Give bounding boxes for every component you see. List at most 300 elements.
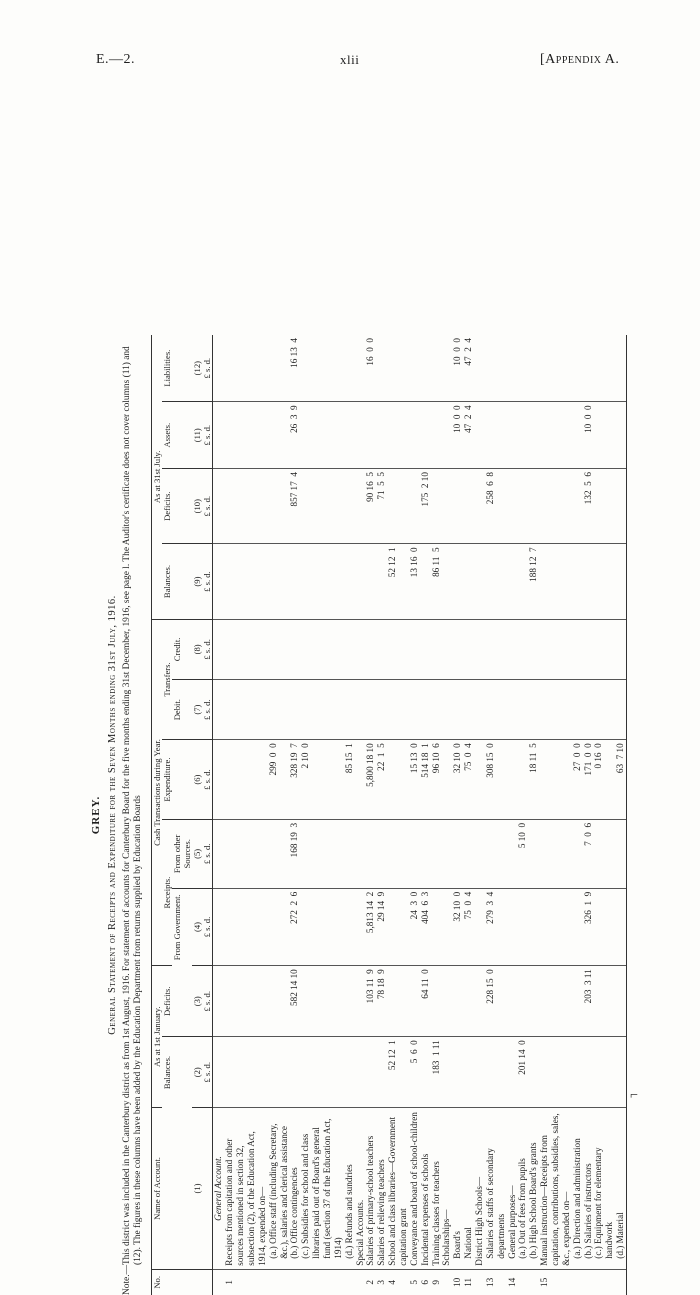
amount-cell [289, 1037, 300, 1108]
row-number: 4 [387, 1280, 398, 1285]
account-name: (c.) Subsidies for school and class libraries paid out of Board's general fund (section 37 of the Education Act, 1914) [300, 1108, 343, 1269]
amount-cell [528, 966, 539, 1037]
account-name: Conveyance and board of school-children [409, 1108, 420, 1269]
lsd-unit: £ s. d. [202, 819, 213, 888]
amount-cell: 27 0 0 [572, 740, 583, 820]
amount-cell [344, 819, 355, 888]
amount-cell [224, 819, 267, 888]
amount-cell [539, 469, 572, 544]
amount-cell [528, 402, 539, 469]
amount-cell [441, 740, 452, 820]
row-number [344, 1269, 355, 1295]
table-row [593, 335, 615, 1295]
account-name: Salaries of staffs of secondary departments [485, 1108, 507, 1269]
amount-cell [365, 619, 376, 679]
col-num: (9) [192, 544, 202, 619]
amount-cell [431, 402, 442, 469]
table-row [224, 335, 267, 1295]
amount-cell [420, 1037, 431, 1108]
table-row [431, 335, 442, 1295]
account-name: (a.) Office staff (including Secretary, &c.), salaries and clerical assistance [268, 1108, 290, 1269]
amount-cell: 201 14 0 [517, 1037, 528, 1108]
row-number [572, 1269, 583, 1295]
table-row [376, 335, 387, 1295]
amount-cell: 32 10 0 [452, 888, 463, 965]
col-from-other: From other Sources. [172, 819, 192, 888]
amount-cell [387, 335, 409, 402]
amount-cell [224, 680, 267, 740]
amount-cell [572, 680, 583, 740]
amount-cell [420, 544, 431, 619]
amount-cell: 10 0 0 [452, 335, 463, 402]
account-name: (d.) Material [615, 1108, 626, 1269]
amount-cell [355, 544, 366, 619]
amount-cell: 75 0 4 [463, 740, 474, 820]
amount-cell [615, 680, 626, 740]
amount-cell [485, 335, 507, 402]
amount-cell [365, 544, 376, 619]
col-num: (5) [192, 819, 202, 888]
amount-cell [387, 619, 409, 679]
amount-cell [463, 819, 474, 888]
account-name: (b.) Salaries of instructors [583, 1108, 594, 1269]
amount-cell [615, 966, 626, 1037]
amount-cell [441, 680, 452, 740]
account-name: School and class libraries—Government capitation grant [387, 1108, 409, 1269]
row-number: 14 [506, 1277, 517, 1287]
amount-cell: 78 18 9 [376, 966, 387, 1037]
amount-cell [224, 966, 267, 1037]
row-number [355, 1269, 366, 1295]
amount-cell [387, 680, 409, 740]
table-row [409, 335, 420, 1295]
amount-cell [268, 680, 290, 740]
district-heading: GREY. [90, 795, 102, 835]
amount-cell: 103 11 9 [365, 966, 376, 1037]
amount-cell [300, 402, 343, 469]
lsd-unit: £ s. d. [202, 1037, 213, 1108]
amount-cell [387, 402, 409, 469]
amount-cell [355, 740, 366, 820]
account-name: Training classes for teachers [431, 1108, 442, 1269]
amount-cell [355, 335, 366, 402]
col-credit: Credit. [172, 619, 192, 679]
amount-cell [441, 619, 452, 679]
amount-cell [300, 888, 343, 965]
amount-cell [539, 966, 572, 1037]
lsd-unit: £ s. d. [202, 966, 213, 1037]
amount-cell: 5,800 18 10 [365, 740, 376, 820]
amount-cell: 5,813 14 2 [365, 888, 376, 965]
amount-cell [344, 966, 355, 1037]
col-as-at-jul: As at 31st July. [151, 335, 162, 619]
amount-cell [224, 335, 267, 402]
amount-cell [572, 888, 583, 965]
amount-cell [376, 402, 387, 469]
amount-cell [268, 335, 290, 402]
appendix-label: [Appendix A. [540, 52, 620, 67]
col-num: (7) [192, 680, 202, 740]
amount-cell [517, 966, 528, 1037]
amount-cell [507, 966, 518, 1037]
amount-cell [224, 619, 267, 679]
amount-cell [431, 680, 442, 740]
row-number: 2 [365, 1280, 376, 1285]
row-number [528, 1269, 539, 1295]
amount-cell: 2 10 0 [300, 740, 343, 820]
account-name: Salaries of primary-school teachers [365, 1108, 376, 1269]
col-num: (2) [192, 1037, 202, 1108]
amount-cell [572, 469, 583, 544]
table-row [387, 335, 409, 1295]
amount-cell [572, 402, 583, 469]
amount-cell [355, 819, 366, 888]
amount-cell [224, 1037, 267, 1108]
amount-cell [355, 402, 366, 469]
col-no: No. [151, 1269, 192, 1295]
amount-cell [300, 819, 343, 888]
amount-cell [409, 819, 420, 888]
amount-cell: 308 15 0 [485, 740, 507, 820]
amount-cell [593, 335, 615, 402]
amount-cell [474, 402, 485, 469]
amount-cell [593, 544, 615, 619]
account-name: Salaries of relieving teachers [376, 1108, 387, 1269]
amount-cell [268, 619, 290, 679]
row-number [615, 1269, 626, 1295]
amount-cell: 13 16 0 [409, 544, 420, 619]
amount-cell [213, 888, 224, 965]
page-code: E.—2. [96, 52, 136, 67]
amount-cell [528, 619, 539, 679]
amount-cell: 404 6 3 [420, 888, 431, 965]
amount-cell: 18 11 5 [528, 740, 539, 820]
amount-cell [507, 619, 518, 679]
table-row [517, 335, 528, 1295]
amount-cell [507, 888, 518, 965]
table-row [344, 335, 355, 1295]
amount-cell: 188 12 7 [528, 544, 539, 619]
amount-cell: 10 0 0 [583, 402, 594, 469]
amount-cell [431, 819, 442, 888]
row-number [517, 1269, 528, 1295]
amount-cell [355, 469, 366, 544]
lsd-unit: £ s. d. [202, 740, 213, 820]
col-balances-jul: Balances. [162, 544, 192, 619]
amount-cell [474, 619, 485, 679]
amount-cell [289, 680, 300, 740]
amount-cell [528, 469, 539, 544]
table-row [539, 335, 572, 1295]
row-number [213, 1269, 224, 1295]
table-row [452, 335, 463, 1295]
amount-cell [376, 544, 387, 619]
table-row [268, 335, 290, 1295]
amount-cell [593, 619, 615, 679]
amount-cell [615, 1037, 626, 1108]
row-number: 9 [430, 1280, 441, 1285]
amount-cell [463, 544, 474, 619]
amount-cell [474, 680, 485, 740]
col-num: (11) [192, 402, 202, 469]
amount-cell [355, 1037, 366, 1108]
amount-cell [213, 1037, 224, 1108]
amount-cell [485, 819, 507, 888]
amount-cell [224, 888, 267, 965]
row-number [441, 1269, 452, 1295]
amount-cell: 15 13 0 [409, 740, 420, 820]
amount-cell [441, 819, 452, 888]
scan-mark: ⌐ [630, 1088, 638, 1103]
amount-cell: 175 2 10 [420, 469, 431, 544]
amount-cell [300, 544, 343, 619]
amount-cell: 7 0 6 [583, 819, 594, 888]
account-name: General purposes— [507, 1108, 518, 1269]
amount-cell [213, 740, 224, 820]
table-row [441, 335, 452, 1295]
amount-cell [441, 888, 452, 965]
amount-cell: 24 3 0 [409, 888, 420, 965]
account-name: (c.) Equipment for elementary handwork [593, 1108, 615, 1269]
amount-cell [474, 335, 485, 402]
col-liabilities: Liabilities. [162, 335, 192, 402]
amount-cell [517, 544, 528, 619]
amount-cell [539, 740, 572, 820]
amount-cell [615, 469, 626, 544]
statement-note: Note.—This district was included in the Canterbury district as from 1st August, 1916. For statement of accounts for Canterbury Board for the five months ending 31st December, 1916, see page l. The Auditor's certificate does not cover columns (11) and (12). The figures in these columns have been added by the Education Department from returns supplied by Education Boards [122, 346, 144, 1295]
rotated-table-sheet [90, 335, 626, 1295]
amount-cell [474, 819, 485, 888]
amount-cell [463, 469, 474, 544]
amount-cell [376, 619, 387, 679]
amount-cell [420, 680, 431, 740]
amount-cell [213, 469, 224, 544]
table-row [213, 335, 224, 1295]
amount-cell [213, 402, 224, 469]
account-name: (a.) Out of fees from pupils [517, 1108, 528, 1269]
amount-cell: 52 12 1 [387, 1037, 409, 1108]
amount-cell: 582 14 10 [289, 966, 300, 1037]
amount-cell [387, 819, 409, 888]
amount-cell [441, 402, 452, 469]
amount-cell [517, 469, 528, 544]
lsd-unit: £ s. d. [202, 469, 213, 544]
amount-cell [224, 402, 267, 469]
amount-cell: 299 0 0 [268, 740, 290, 820]
amount-cell [507, 1037, 518, 1108]
lsd-unit: £ s. d. [202, 619, 213, 679]
amount-cell [593, 469, 615, 544]
accounts-table [151, 335, 628, 1295]
amount-cell [517, 740, 528, 820]
amount-cell [213, 680, 224, 740]
col-num: (8) [192, 619, 202, 679]
table-row [289, 335, 300, 1295]
amount-cell [463, 966, 474, 1037]
col-num: (1) [192, 1108, 202, 1269]
amount-cell [289, 544, 300, 619]
amount-cell [344, 888, 355, 965]
amount-cell [420, 335, 431, 402]
amount-cell: 10 0 0 [452, 402, 463, 469]
amount-cell [572, 819, 583, 888]
col-from-gov: From Government. [171, 894, 182, 961]
col-num: (6) [192, 740, 202, 820]
amount-cell [441, 469, 452, 544]
amount-cell [365, 680, 376, 740]
amount-cell [355, 680, 366, 740]
table-row [528, 335, 539, 1295]
amount-cell [452, 619, 463, 679]
amount-cell [441, 335, 452, 402]
amount-cell [615, 335, 626, 402]
amount-cell [474, 1037, 485, 1108]
amount-cell: 183 1 11 [431, 1037, 442, 1108]
account-name: Manual instruction—Receipts from capitation, contributions, subsidies, sales, &c., expended on— [539, 1108, 572, 1269]
amount-cell: 85 15 1 [344, 740, 355, 820]
amount-cell [452, 469, 463, 544]
amount-cell [463, 619, 474, 679]
amount-cell [583, 680, 594, 740]
amount-cell [593, 966, 615, 1037]
amount-cell [485, 544, 507, 619]
amount-cell [300, 335, 343, 402]
amount-cell [615, 402, 626, 469]
amount-cell [387, 740, 409, 820]
amount-cell [507, 402, 518, 469]
lsd-unit: £ s. d. [202, 680, 213, 740]
amount-cell [474, 888, 485, 965]
col-num: (12) [192, 335, 202, 402]
amount-cell: 96 10 6 [431, 740, 442, 820]
amount-cell [355, 966, 366, 1037]
amount-cell [485, 1037, 507, 1108]
amount-cell [224, 544, 267, 619]
amount-cell [213, 619, 224, 679]
amount-cell [224, 740, 267, 820]
amount-cell: 64 11 0 [420, 966, 431, 1037]
statement-title: General Statement of Receipts and Expenditure for the Seven Months ending 31st July, 1916. [106, 595, 118, 1035]
row-number [268, 1269, 290, 1295]
col-num: (10) [192, 469, 202, 544]
amount-cell: 328 19 7 [289, 740, 300, 820]
amount-cell [593, 819, 615, 888]
amount-cell [507, 335, 518, 402]
amount-cell [539, 544, 572, 619]
amount-cell: 203 3 11 [583, 966, 594, 1037]
amount-cell [344, 469, 355, 544]
amount-cell [268, 469, 290, 544]
amount-cell [452, 680, 463, 740]
account-name: Scholarships— [441, 1108, 452, 1269]
amount-cell [409, 335, 420, 402]
amount-cell [344, 619, 355, 679]
amount-cell [365, 402, 376, 469]
amount-cell [572, 335, 583, 402]
amount-cell [615, 888, 626, 965]
amount-cell [539, 402, 572, 469]
amount-cell: 514 18 1 [420, 740, 431, 820]
amount-cell [517, 619, 528, 679]
col-expenditure: Expenditure. [162, 740, 192, 820]
col-num: (3) [192, 966, 202, 1037]
amount-cell [528, 819, 539, 888]
amount-cell: 5 10 0 [517, 819, 528, 888]
amount-cell: 168 19 3 [289, 819, 300, 888]
amount-cell [300, 680, 343, 740]
amount-cell [474, 740, 485, 820]
amount-cell [420, 402, 431, 469]
col-deficits-jul: Deficits. [162, 469, 192, 544]
amount-cell: 22 1 5 [376, 740, 387, 820]
amount-cell [593, 402, 615, 469]
amount-cell [452, 966, 463, 1037]
amount-cell [572, 1037, 583, 1108]
amount-cell [344, 1037, 355, 1108]
amount-cell [431, 888, 442, 965]
amount-cell [517, 335, 528, 402]
table-row [474, 335, 485, 1295]
amount-cell: 857 17 4 [289, 469, 300, 544]
table-row [300, 335, 343, 1295]
row-number [474, 1269, 485, 1295]
amount-cell: 279 3 4 [485, 888, 507, 965]
amount-cell: 228 15 0 [485, 966, 507, 1037]
amount-cell [452, 1037, 463, 1108]
page-number: xlii [340, 52, 360, 67]
table-row [583, 335, 594, 1295]
amount-cell [485, 680, 507, 740]
amount-cell [300, 1037, 343, 1108]
amount-cell: 90 16 5 [365, 469, 376, 544]
amount-cell [355, 619, 366, 679]
table-row [572, 335, 583, 1295]
amount-cell [539, 888, 572, 965]
amount-cell [593, 1037, 615, 1108]
amount-cell [365, 819, 376, 888]
amount-cell: 132 5 6 [583, 469, 594, 544]
amount-cell [528, 680, 539, 740]
amount-cell [431, 335, 442, 402]
col-balances-jan: Balances. [161, 1055, 172, 1090]
amount-cell [539, 1037, 572, 1108]
amount-cell: 71 5 5 [376, 469, 387, 544]
amount-cell [517, 680, 528, 740]
amount-cell [583, 1037, 594, 1108]
amount-cell [474, 966, 485, 1037]
amount-cell [213, 966, 224, 1037]
col-transfers: Transfers. [162, 619, 172, 740]
account-name: District High Schools— [474, 1108, 485, 1269]
amount-cell [376, 1037, 387, 1108]
amount-cell [344, 544, 355, 619]
amount-cell [268, 1037, 290, 1108]
table-row [355, 335, 366, 1295]
amount-cell [344, 335, 355, 402]
row-number [300, 1269, 343, 1295]
amount-cell [583, 619, 594, 679]
amount-cell [409, 680, 420, 740]
amount-cell [463, 1037, 474, 1108]
amount-cell [583, 544, 594, 619]
row-number: 11 [463, 1277, 474, 1287]
col-as-at-jan: As at 1st January. [151, 966, 162, 1108]
row-number [583, 1269, 594, 1295]
amount-cell: 86 11 5 [431, 544, 442, 619]
account-name: Board's [452, 1108, 463, 1269]
lsd-unit: £ s. d. [202, 402, 213, 469]
amount-cell [474, 544, 485, 619]
